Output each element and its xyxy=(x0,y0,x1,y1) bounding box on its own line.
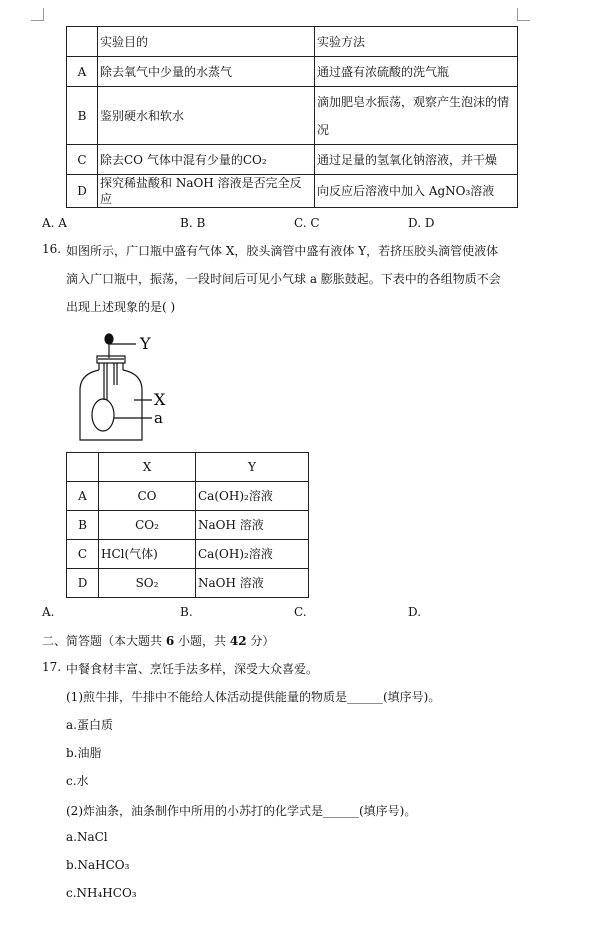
label-x: X xyxy=(154,390,166,409)
q17-number: 17. xyxy=(42,660,62,674)
row-purpose: 除去CO 气体中混有少量的CO₂ xyxy=(98,145,315,175)
row-method: 通过盛有浓硫酸的洗气瓶 xyxy=(315,57,518,87)
table-row xyxy=(67,569,309,598)
row-x: HCl(气体) xyxy=(99,540,196,569)
page-corner-mark-right xyxy=(517,8,530,21)
section-total-score: 42 xyxy=(229,634,247,648)
page-corner-mark-left xyxy=(31,8,44,21)
section-question-count: 6 xyxy=(165,634,175,648)
section-heading-mid: 小题，共 xyxy=(178,634,227,648)
label-a: a xyxy=(154,409,163,427)
q15-option-d[interactable]: D. D xyxy=(408,216,435,230)
section-heading-prefix: 二、简答题（本大题共 xyxy=(42,634,163,648)
table-row xyxy=(67,145,518,175)
q16-stem-line-1: 如图所示，广口瓶中盛有气体 X，胶头滴管中盛有液体 Y，若挤压胶头滴管使液体 xyxy=(66,244,499,258)
row-label: B xyxy=(67,87,98,145)
row-label: D xyxy=(67,175,98,208)
table-row xyxy=(67,511,309,540)
label-y: Y xyxy=(140,334,151,353)
row-x: SO₂ xyxy=(99,569,196,598)
row-y: Ca(OH)₂溶液 xyxy=(196,540,309,569)
table-row xyxy=(67,87,518,145)
row-x: CO xyxy=(99,482,196,511)
table-row xyxy=(67,57,518,87)
row-method: 通过足量的氢氧化钠溶液，并干燥 xyxy=(315,145,518,175)
row-y: NaOH 溶液 xyxy=(196,569,309,598)
table-header-method: 实验方法 xyxy=(315,27,518,57)
row-method: 向反应后溶液中加入 AgNO₃溶液 xyxy=(315,175,518,208)
table-cell xyxy=(67,27,98,57)
table-header-y: Y xyxy=(196,453,309,482)
q17-sub2-option-b[interactable]: b.NaHCO₃ xyxy=(66,858,130,872)
row-purpose: 鉴别硬水和软水 xyxy=(98,87,315,145)
table-header-purpose: 实验目的 xyxy=(98,27,315,57)
row-label: C xyxy=(67,540,99,569)
q17-sub1-option-a[interactable]: a.蛋白质 xyxy=(66,718,113,732)
q16-option-c[interactable]: C. xyxy=(294,605,307,619)
substance-table xyxy=(66,452,309,598)
row-label: A xyxy=(67,482,99,511)
table-cell xyxy=(67,453,99,482)
q15-option-c[interactable]: C. C xyxy=(294,216,320,230)
row-y: NaOH 溶液 xyxy=(196,511,309,540)
q16-number: 16. xyxy=(42,242,62,256)
table-row xyxy=(67,482,309,511)
table-header-row xyxy=(67,27,518,57)
table-row xyxy=(67,175,518,208)
q17-sub2-option-a[interactable]: a.NaCl xyxy=(66,830,108,844)
row-x: CO₂ xyxy=(99,511,196,540)
q17-sub2: (2)炸油条，油条制作中所用的小苏打的化学式是______(填序号)。 xyxy=(66,804,417,818)
q17-sub1: (1)煎牛排，牛排中不能给人体活动提供能量的物质是______(填序号)。 xyxy=(66,690,441,704)
row-label: B xyxy=(67,511,99,540)
q16-option-d[interactable]: D. xyxy=(408,605,422,619)
q16-stem-line-3: 出现上述现象的是( ) xyxy=(66,300,176,314)
row-method: 滴加肥皂水振荡，观察产生泡沫的情况 xyxy=(315,87,518,145)
row-label: D xyxy=(67,569,99,598)
table-header-x: X xyxy=(99,453,196,482)
table-row xyxy=(67,540,309,569)
q16-stem-line-2: 滴入广口瓶中，振荡，一段时间后可见小气球 a 膨胀鼓起。下表中的各组物质不会 xyxy=(66,272,501,286)
q17-stem: 中餐食材丰富、烹饪手法多样，深受大众喜爱。 xyxy=(66,662,319,676)
section-heading xyxy=(42,632,274,649)
q17-sub1-option-c[interactable]: c.水 xyxy=(66,774,89,788)
section-heading-suffix: 分） xyxy=(250,634,275,648)
table-header-row xyxy=(67,453,309,482)
q15-option-a[interactable]: A. A xyxy=(42,216,67,230)
row-label: C xyxy=(67,145,98,175)
experiment-table xyxy=(66,26,518,208)
row-purpose: 除去氧气中少量的水蒸气 xyxy=(98,57,315,87)
q17-sub2-option-c[interactable]: c.NH₄HCO₃ xyxy=(66,886,137,900)
q17-sub1-option-b[interactable]: b.油脂 xyxy=(66,746,102,760)
row-purpose: 探究稀盐酸和 NaOH 溶液是否完全反应 xyxy=(98,175,315,208)
q16-option-a[interactable]: A. xyxy=(42,605,55,619)
row-y: Ca(OH)₂溶液 xyxy=(196,482,309,511)
q15-option-b[interactable]: B. B xyxy=(180,216,206,230)
q16-option-b[interactable]: B. xyxy=(180,605,193,619)
row-label: A xyxy=(67,57,98,87)
bottle-apparatus-figure xyxy=(74,330,184,445)
